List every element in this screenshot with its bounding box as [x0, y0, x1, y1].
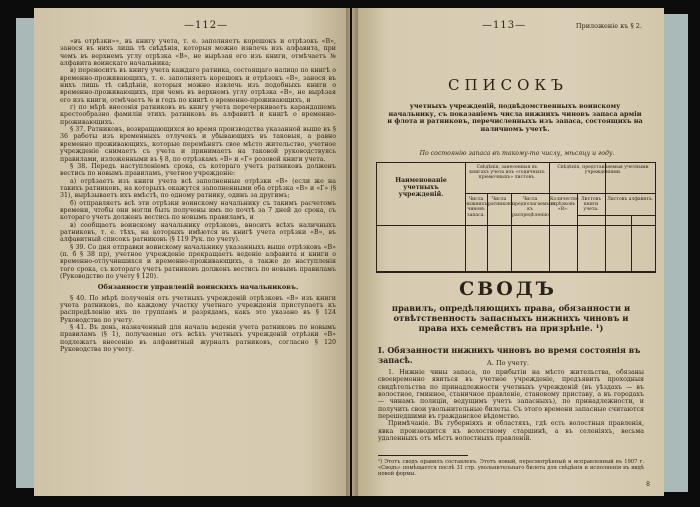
right-page [352, 8, 664, 496]
footnote: ¹) Этотъ сводъ правилъ составленъ. Этотъ новый, пересмотрѣнный и исправленный въ 1907 г. «Сводъ» помѣщается послѣ 31 стр. увольнительнаго билета для свѣдѣнія и исполненія въ видѣ новой формы. [378, 459, 644, 478]
open-book [6, 4, 694, 503]
section-title: Обязанности управленій воинскихъ начальниковъ. [97, 283, 299, 292]
page-number-right: —113— [482, 20, 527, 31]
paragraph: г) по мѣрѣ внесенія ратниковъ въ книгу учета перечеркиваетъ карандашемъ крестообразно фамиліи этихъ ратниковъ въ алфавитѣ и книгѣ о временно-проживающихъ. [60, 104, 336, 126]
paragraph: 1. Нижніе чины запаса, по прибытіи на мѣсто жительства, обязаны своевременно явиться въ учетное учрежденіе, предъявить проходныя свидѣтельства по принадлежности учетныхъ учрежденій (въ уѣздахъ — въ волостное, гминное, станичное правленіе, становому приставу, а въ городахъ — чинамъ полиціи, ведущимъ учетъ запасныхъ), по принадлежности, и получить свои увольнительные билеты. Съ этого времени запасные считаются перешедшими въ гражданское вѣдомство. [378, 369, 644, 421]
table-col-name: Наименованіе учетныхъ учрежденій. [395, 177, 447, 198]
svod-subtitle: правилъ, опредѣляющихъ права, обязанности и отвѣтственность запасныхъ нижнихъ чиновъ и права ихъ семействъ на призрѣніе. ¹) [391, 303, 631, 333]
list-title: СПИСОКЪ [448, 76, 568, 94]
table-subheader: Листовъ алфавита. [606, 197, 654, 202]
left-page-text [60, 38, 336, 353]
signature-number: 8 [646, 481, 650, 488]
paragraph: в) переноситъ въ книгу учета каждаго ратника, состоящаго налицо по книгѣ о временно-проживающихъ, т. е. заполняетъ корешокъ и отрѣзокъ «В», занося въ нихъ лишь тѣ свѣдѣнія, которыя можно извлечь изъ подобныхъ книги о временно-проживающихъ, при чемъ въ верхнемъ углу отрѣзка «В», не вырѣзая его изъ книги, отмѣчаетъ № и годъ по книгѣ о временно-проживающихъ, и [60, 67, 336, 104]
left-page [34, 8, 350, 496]
paragraph: а) отрѣзаетъ изъ книги учета всѣ заполненные отрѣзки «В» (если же на такихъ ратниковъ, на которыхъ окажутся заполненными оба отрѣзка «В» и «Г» (§ 31), вырѣзываетъ ихъ вмѣстѣ, по одному ратнику, одинъ за другимъ; [60, 177, 336, 200]
list-subtitle: учетныхъ учрежденій, подвѣдомственныхъ воинскому начальнику, съ показаніемъ числа нижнихъ чиновъ запаса арміи и флота и ратниковъ, перечисленныхъ изъ запаса, состоящихъ на наличномъ учетѣ. [387, 102, 643, 133]
right-page-text [378, 369, 644, 442]
table-group-header: Свѣдѣнія, представляемыя учетными учрежденіями. [557, 165, 649, 176]
book-edge-right [662, 14, 688, 492]
paragraph: б) отправляетъ всѣ эти отрѣзки воинскому начальнику съ такимъ расчетомъ времени, чтобы они могли быть получены имъ по почтѣ за 7 дней до срока, съ котораго учетъ долженъ вестись по новымъ правиламъ, и [60, 199, 336, 222]
appendix-label: Приложеніе къ § 2. [575, 22, 642, 30]
paragraph: в) сообщаетъ воинскому начальнику отрѣзковъ, вноситъ всѣхъ наличныхъ ратниковъ, т. е. тѣхъ, на которыхъ имѣются въ книгѣ учета отрѣзки «В», въ алфавитный списокъ ратниковъ (§ 119 Рук. по учету). [60, 221, 336, 244]
paragraph: «въ отрѣзки»», въ книгу учета, т. е. заполняетъ корешокъ и отрѣзокъ «В», занося въ нихъ лишь тѣ свѣдѣнія, которыя можно извлечь изъ алфавита, при чемъ въ верхнемъ углу отрѣзка «В», не вырѣзая его изъ книги, отмѣчаетъ № алфавита воинскаго начальника; [60, 38, 336, 68]
page-number-left: —112— [184, 20, 229, 31]
section-heading: I. Обязанности нижнихъ чиновъ во время состоянія въ запасѣ. [378, 345, 641, 365]
table-subheader: Количество отрѣзковъ «В». [550, 197, 579, 213]
paragraph: Примѣчаніе. Въ губерніяхъ и областяхъ, гдѣ есть волостныя правленія, явка производится къ волостному старшинѣ, а въ селеніяхъ, весьма удаленныхъ отъ мѣстъ волостныхъ правленій. [378, 420, 644, 443]
paragraph: § 40. По мѣрѣ полученія отъ учетныхъ учрежденій отрѣзковъ «В» изъ книги учета ратниковъ, по каждому участку учетнаго учрежденія приступаетъ къ распредѣленію ихъ по группамъ и разрядамъ, какъ это указано въ § 124 Руководства по учету. [60, 294, 336, 324]
subsection-heading: А. По учету. [486, 359, 530, 367]
footnote-rule [378, 455, 468, 456]
book-spine [346, 8, 358, 496]
table-subheader: Числа ратниковъ. [488, 197, 515, 208]
table-subheader: Числа нижнихъ чиновъ запаса. [465, 197, 487, 218]
table-subheader: Листовъ книги учета. [580, 197, 602, 213]
paragraph: § 41. Въ день, назначенный для начала веденія учета ратниковъ по новымъ правиламъ (§ 1), получаемые отъ всѣхъ учетныхъ учрежденій отрѣзки «В» подлежатъ внесенію въ алфавитный журналъ ратниковъ, согласно § 120 Руководства по учету. [60, 324, 336, 354]
divider [376, 271, 656, 273]
paragraph: § 38. Передъ наступленіемъ срока, съ котораго учетъ ратниковъ долженъ вестись по новымъ правиламъ, учетное учрежденіе: [60, 162, 336, 178]
table-group-header: Свѣдѣнія, занесенныя въ книгахъ учета изъ «годичныхъ пріемочныхъ» листовъ. [469, 165, 545, 181]
paragraph: § 37. Ратниковъ, возвращающихся во время производства указанной выше въ § 36 работы изъ временныхъ отлучекъ и убывающихъ въ таковыя, а равно временно проживающихъ, которые перемѣнятъ свое мѣсто жительство, учетное учрежденіе снимаетъ съ учета и принимаетъ на таковой руководствуясь правилами, изложенными въ § 8, по отрѣзкамъ «В» и «Г» розовой книги учета. [60, 126, 336, 163]
paragraph: § 39. Со дня отправки воинскому начальнику указанныхъ выше отрѣзковъ «В» (п. б § 38 пр), учетное учрежденіе прекращаетъ веденіе алфавита и книги о временно-отлучившихся и временно-проживающихъ, а также до наступленія того срока, съ котораго учетъ ратниковъ долженъ вестись по новымъ правиламъ (Руководство по учету § 120). [60, 243, 336, 280]
form-table [376, 162, 656, 272]
table-subheader: Числа предполагаемыхъ къ распредѣленію. [512, 197, 556, 218]
list-note: По состоянію запаса въ такому-то числу, мѣсяцу и году. [419, 150, 615, 157]
svod-title: СВОДЪ [459, 278, 557, 300]
